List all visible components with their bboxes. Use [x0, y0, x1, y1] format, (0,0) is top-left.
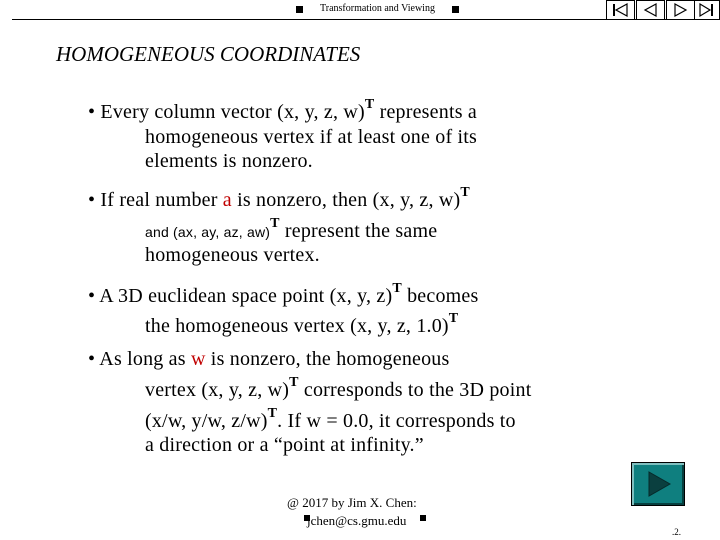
- bullet-3-text-c: the homogeneous vertex (x, y, z, 1.0): [145, 315, 449, 337]
- bullet-4-text-f: . If w = 0.0, it corresponds to: [277, 410, 516, 432]
- footer-right-bullet-icon: [420, 515, 426, 521]
- bullet-2-line-1: [88, 185, 470, 215]
- last-slide-icon: [695, 1, 719, 19]
- bullet-2-sans-text: and (ax, ay, az, aw): [145, 224, 271, 240]
- last-slide-button[interactable]: [694, 0, 720, 20]
- header-title: Transformation and Viewing: [320, 3, 435, 14]
- page-number: .2.: [672, 527, 681, 537]
- bullet-4-line-1: [88, 347, 450, 371]
- play-button[interactable]: [631, 462, 685, 506]
- bullet-4-text-c: vertex (x, y, z, w): [145, 379, 290, 401]
- bullet-4-text-e: (x/w, y/w, z/w): [145, 410, 268, 432]
- previous-slide-icon: [637, 1, 664, 19]
- slide-title: HOMOGENEOUS COORDINATES: [56, 42, 361, 66]
- bullet-2-superscript-2: T: [270, 216, 280, 231]
- play-icon: [632, 463, 684, 505]
- footer-email[interactable]: jchen@cs.gmu.edu: [307, 513, 407, 528]
- bullet-2-text-c: represent the same: [279, 220, 438, 242]
- bullet-1-line-3: elements is nonzero.: [145, 150, 313, 172]
- bullet-2-line-3: homogeneous vertex.: [145, 244, 320, 266]
- bullet-1-line-2: homogeneous vertex if at least one of its: [145, 126, 477, 148]
- bullet-4-superscript: T: [289, 375, 299, 390]
- bullet-3-superscript: T: [392, 281, 402, 296]
- bullet-1-text-a: • Every column vector (x, y, z, w): [88, 101, 365, 123]
- header-divider: [12, 19, 710, 20]
- bullet-3-line-1: [88, 281, 479, 311]
- bullet-3-line-2: [145, 311, 459, 341]
- bullet-3-text-b: becomes: [401, 285, 479, 307]
- header-right-bullet-icon: [452, 6, 459, 13]
- bullet-4-highlight-w: w: [190, 348, 206, 370]
- next-slide-icon: [667, 1, 694, 19]
- bullet-3-superscript-2: T: [448, 311, 459, 326]
- bullet-4-text-a: • As long as: [88, 348, 191, 370]
- bullet-4-superscript-2: T: [267, 406, 278, 421]
- bullet-2-line-2: [145, 216, 438, 246]
- bullet-4-text-d: corresponds to the 3D point: [298, 379, 532, 401]
- bullet-4-line-4: a direction or a “point at infinity.”: [145, 434, 424, 456]
- bullet-2-text-b: is nonzero, then (x, y, z, w): [231, 189, 461, 211]
- bullet-4-line-2: [145, 375, 532, 405]
- bullet-1-superscript: T: [364, 97, 375, 112]
- bullet-3-text-a: • A 3D euclidean space point (x, y, z): [88, 285, 393, 307]
- first-slide-icon: [607, 1, 634, 19]
- bullet-1-text-b: represents a: [379, 101, 477, 123]
- bullet-4-line-3: [145, 406, 516, 436]
- bullet-2-text-a: • If real number: [88, 189, 223, 211]
- bullet-2-superscript: T: [460, 185, 470, 200]
- header-left-bullet-icon: [296, 6, 303, 13]
- previous-slide-button[interactable]: [636, 0, 665, 20]
- bullet-2-highlight-a: a: [222, 189, 232, 211]
- first-slide-button[interactable]: [606, 0, 635, 20]
- bullet-4-text-b: is nonzero, the homogeneous: [205, 348, 450, 370]
- next-slide-button[interactable]: [666, 0, 695, 20]
- footer-copyright: @ 2017 by Jim X. Chen:: [287, 495, 417, 510]
- bullet-1-line-1: [88, 97, 477, 127]
